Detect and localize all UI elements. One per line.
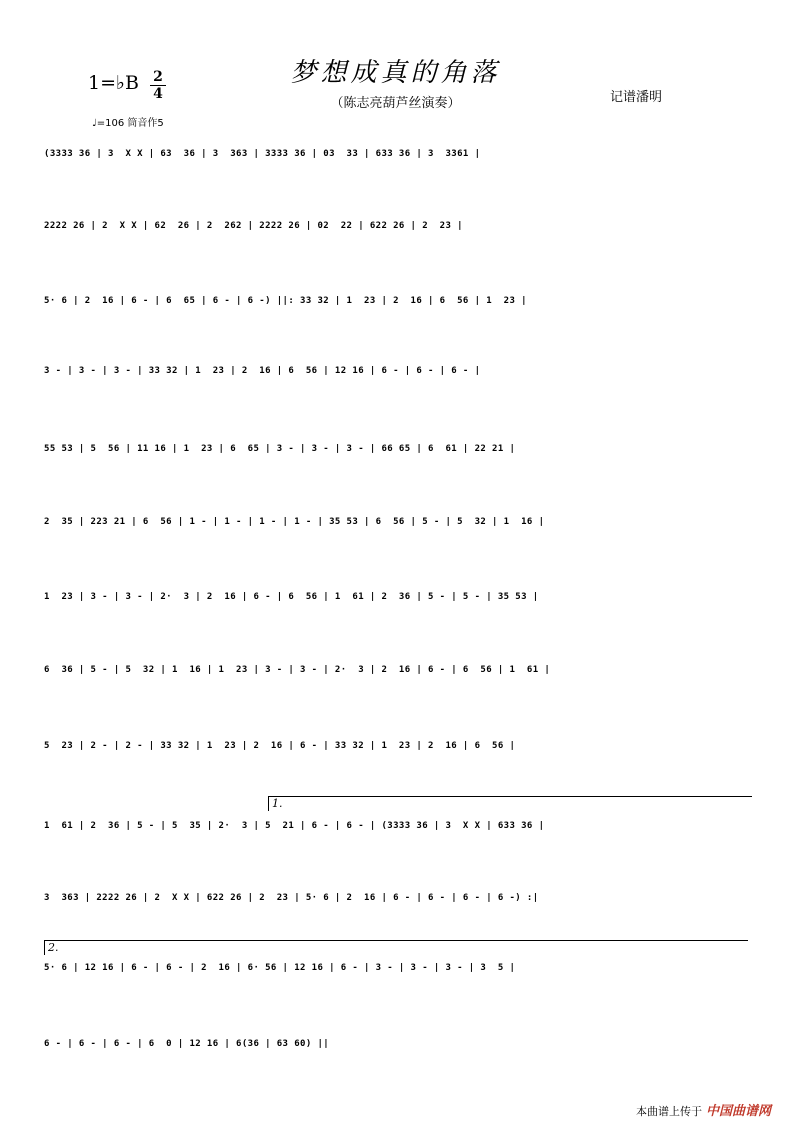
stave-notes: 5· 6 | 12 16 | 6 - | 6 - | 2 16 | 6· 56 | 12 16 | 6 - | 3 - | 3 - | 3 - | 3 5 |	[44, 963, 516, 973]
volta-1-bracket: 1.	[268, 796, 752, 811]
stave-row	[38, 357, 750, 397]
stave-notes: 5 23 | 2 - | 2 - | 33 32 | 1 23 | 2 16 | 6 - | 33 32 | 1 23 | 2 16 | 6 56 |	[44, 741, 516, 751]
stave-row	[38, 435, 750, 475]
stave-row	[38, 1030, 508, 1070]
stave-notes: 1 61 | 2 36 | 5 - | 5 35 | 2· 3 | 5 21 | 6 - | 6 - | (3333 36 | 3 X X | 633 36 |	[44, 821, 545, 831]
stave-row	[38, 140, 750, 180]
time-signature-bottom: 4	[153, 86, 163, 102]
stave-notes: 6 36 | 5 - | 5 32 | 1 16 | 1 23 | 3 - | 3 - | 2· 3 | 2 16 | 6 - | 6 56 | 1 61 |	[44, 665, 551, 675]
stave-row	[38, 508, 750, 548]
stave-notes: 3 - | 3 - | 3 - | 33 32 | 1 23 | 2 16 | 6 56 | 12 16 | 6 - | 6 - | 6 - |	[44, 366, 481, 376]
stave-notes: 3 363 | 2222 26 | 2 X X | 622 26 | 2 23 | 5· 6 | 2 16 | 6 - | 6 - | 6 - | 6 -) :|	[44, 893, 539, 903]
upload-footer	[636, 1100, 771, 1119]
stave-notes: 5· 6 | 2 16 | 6 - | 6 65 | 6 - | 6 -) ||: 33 32 | 1 23 | 2 16 | 6 56 | 1 23 |	[44, 296, 527, 306]
stave-row	[38, 812, 750, 852]
stave-notes: (3333 36 | 3 X X | 63 36 | 3 363 | 3333 36 | 03 33 | 633 36 | 3 3361 |	[44, 149, 481, 159]
stave-row	[38, 583, 750, 623]
footer-text: 本曲谱上传于	[635, 1105, 702, 1118]
stave-row	[38, 656, 750, 696]
stave-notes: 2 35 | 223 21 | 6 56 | 1 - | 1 - | 1 - | 1 - | 35 53 | 6 56 | 5 - | 5 32 | 1 16 |	[44, 517, 545, 527]
stave-notes: 6 - | 6 - | 6 - | 6 0 | 12 16 | 6(36 | 63 60) ||	[44, 1039, 330, 1049]
stave-notes: 1 23 | 3 - | 3 - | 2· 3 | 2 16 | 6 - | 6 56 | 1 61 | 2 36 | 5 - | 5 - | 35 53 |	[44, 592, 539, 602]
performer-subtitle: （陈志亮葫芦丝演奏）	[330, 96, 461, 111]
stave-row	[38, 954, 750, 994]
stave-row	[38, 884, 750, 924]
site-logo: 中国曲谱网	[705, 1104, 771, 1119]
score-title: 梦想成真的角落	[290, 58, 501, 88]
stave-notes: 55 53 | 5 56 | 11 16 | 1 23 | 6 65 | 3 - | 3 - | 3 - | 66 65 | 6 61 | 22 21 |	[44, 444, 516, 454]
key-signature: 1=♭B	[88, 72, 139, 94]
stave-row	[38, 732, 750, 772]
stave-notes: 2222 26 | 2 X X | 62 26 | 2 262 | 2222 26 | 02 22 | 622 26 | 2 23 |	[44, 221, 463, 231]
tempo-marking: ♩=106 筒音作5	[92, 118, 164, 129]
transcriber-credit: 记谱潘明	[610, 90, 663, 105]
time-signature	[150, 70, 166, 101]
volta-2-bracket: 2.	[44, 940, 748, 955]
stave-row	[38, 212, 750, 252]
stave-row	[38, 287, 750, 327]
time-signature-top: 2	[153, 69, 163, 85]
